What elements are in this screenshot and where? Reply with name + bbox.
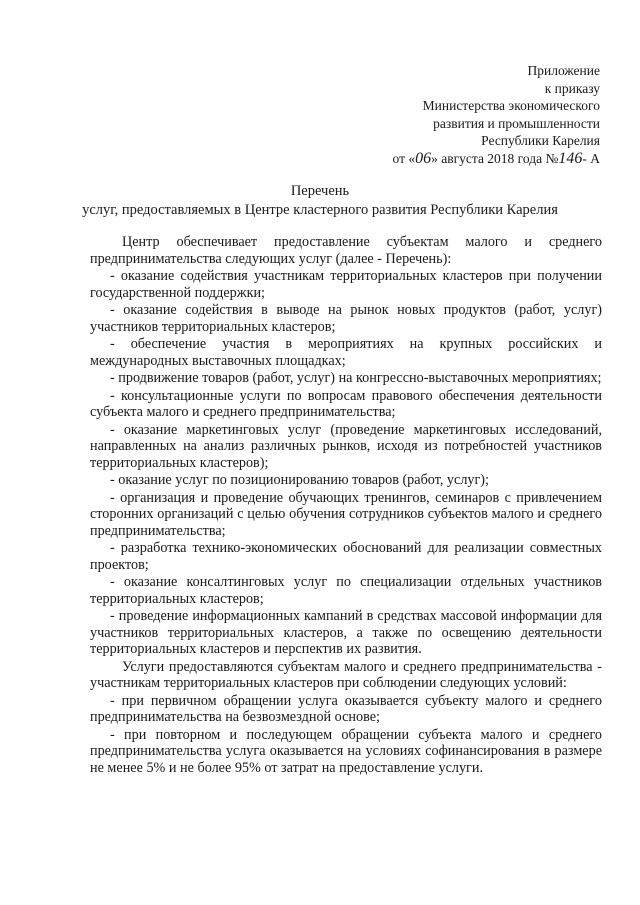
conditions-paragraph: Услуги предоставляются субъектам малого и среднего предпринимательства - участникам территориальных кластеров при соблюдении следующих условий: xyxy=(90,658,602,691)
list-item: - оказание консалтинговых услуг по специализации отдельных участников территориальных кластеров; xyxy=(90,574,602,607)
list-item: - продвижение товаров (работ, услуг) на конгрессно-выставочных мероприятиях; xyxy=(110,370,602,386)
list-item: - оказание содействия в выводе на рынок новых продуктов (работ, услуг) участников территориальных кластеров; xyxy=(90,302,602,335)
list-item: - обеспечение участия в мероприятиях на крупных российских и международных выставочных площадках; xyxy=(90,336,602,369)
appendix-order-ref: к приказу xyxy=(544,80,600,96)
order-number-handwritten: 146 xyxy=(558,149,583,167)
appendix-region: Республики Карелия xyxy=(481,133,600,148)
condition-item: - при первичном обращении услуга оказывается субъекту малого и среднего предпринимательства на безвозмездной основе; xyxy=(90,692,602,725)
document-title xyxy=(0,182,640,220)
title-line1: Перечень xyxy=(290,183,350,199)
list-item: - консультационные услуги по вопросам правового обеспечения деятельности субъекта малого и среднего предпринимательства; xyxy=(90,387,602,420)
date-day-handwritten: 06 xyxy=(415,149,432,167)
date-prefix: от « xyxy=(392,150,416,166)
date-middle: » августа 2018 года № xyxy=(431,150,559,166)
list-item: - оказание маркетинговых услуг (проведение маркетинговых исследований, направленных на анализ различных рынков, исходя из потребностей участников территориальных кластеров); xyxy=(90,421,602,471)
list-item: - проведение информационных кампаний в средствах массовой информации для участников территориальных кластеров, а также по освещению деятельности территориальных кластеров и перспектив их развития. xyxy=(90,608,602,657)
appendix-ministry-line1: Министерства экономического xyxy=(422,98,600,113)
list-item: - оказание услуг по позиционированию товаров (работ, услуг); xyxy=(110,472,489,488)
appendix-label: Приложение xyxy=(527,63,600,78)
list-item: - организация и проведение обучающих тренингов, семинаров с привлечением сторонних организаций с целью обучения сотрудников субъектов малого и среднего предпринимательства; xyxy=(90,489,602,539)
title-line2: услуг, предоставляемых в Центре кластерного развития Республики Карелия xyxy=(82,202,558,218)
appendix-date-line xyxy=(393,150,601,168)
appendix-ministry-line2: развития и промышленности xyxy=(433,115,600,131)
order-suffix: - А xyxy=(582,150,600,166)
list-item: - разработка технико-экономических обоснований для реализации совместных проектов; xyxy=(90,540,602,573)
intro-paragraph: Центр обеспечивает предоставление субъектам малого и среднего предпринимательства следующих услуг (далее - Перечень): xyxy=(90,234,602,267)
document-body xyxy=(90,234,602,777)
appendix-header xyxy=(393,62,601,167)
list-item: - оказание содействия участникам территориальных кластеров при получении государственной поддержки; xyxy=(90,268,602,301)
condition-item: - при повторном и последующем обращении субъекта малого и среднего предпринимательства услуга оказывается на условиях софинансирования в размере не менее 5% и не более 95% от затрат на предоставление услуги. xyxy=(90,726,602,776)
